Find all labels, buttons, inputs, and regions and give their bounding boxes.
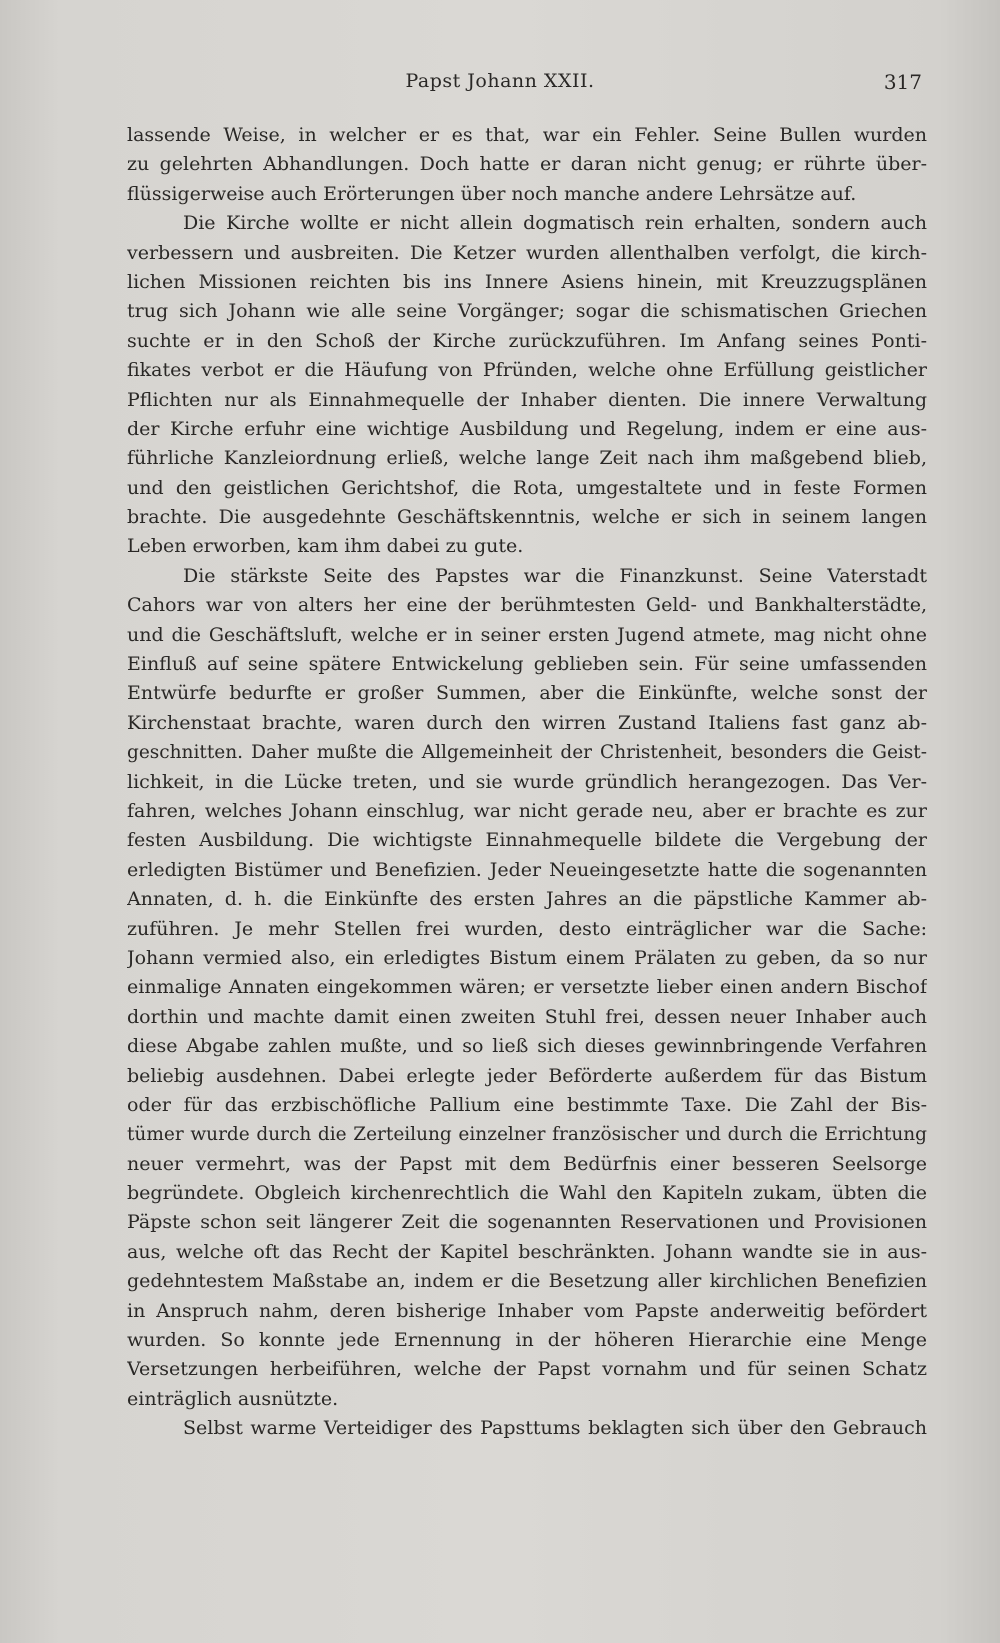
- running-title: Papst Johann XXII.: [405, 70, 595, 92]
- text-line: verbessern und ausbreiten. Die Ketzer wurden allenthalben verfolgt, die kirch-: [127, 241, 927, 264]
- text-line: Entwürfe bedurfte er großer Summen, aber die Einkünfte, welche sonst der: [127, 682, 927, 705]
- text-line: fahren, welches Johann einschlug, war nicht gerade neu, aber er brachte es zur: [127, 799, 927, 822]
- text-line: Selbst warme Verteidiger des Papsttums beklagten sich über den Gebrauch: [183, 1417, 927, 1440]
- text-line: geschnitten. Daher mußte die Allgemeinheit der Christenheit, besonders die Geist-: [127, 742, 927, 764]
- text-line: zuführen. Je mehr Stellen frei wurden, desto einträglicher war die Sache:: [127, 917, 927, 940]
- text-line: Annaten, d. h. die Einkünfte des ersten Jahres an die päpstliche Kammer ab-: [127, 888, 927, 911]
- text-line: trug sich Johann wie alle seine Vorgänger; sogar die schismatischen Griechen: [127, 300, 927, 323]
- text-line: Cahors war von alters her eine der berühmtesten Geld- und Bankhalterstädte,: [127, 594, 927, 617]
- text-line: Die stärkste Seite des Papstes war die Finanzkunst. Seine Vaterstadt: [183, 564, 927, 587]
- text-line: Päpste schon seit längerer Zeit die sogenannten Reservationen und Provisionen: [127, 1211, 927, 1234]
- text-line: Johann vermied also, ein erledigtes Bistum einem Prälaten zu geben, da so nur: [127, 946, 927, 969]
- text-line: erledigten Bistümer und Benefizien. Jeder Neueingesetzte hatte die sogenannten: [127, 858, 927, 881]
- text-line: wurden. So konnte jede Ernennung in der höheren Hierarchie eine Menge: [127, 1329, 927, 1352]
- text-line: zu gelehrten Abhandlungen. Doch hatte er daran nicht genug; er rührte über-: [127, 153, 927, 176]
- text-line: und den geistlichen Gerichtshof, die Rota, umgestaltete und in feste Formen: [127, 476, 927, 499]
- text-line: einmalige Annaten eingekommen wären; er versetzte lieber einen andern Bischof: [127, 976, 927, 999]
- text-line: lassende Weise, in welcher er es that, war ein Fehler. Seine Bullen wurden: [127, 124, 927, 146]
- page-number: 317: [883, 70, 922, 94]
- body-text: [127, 121, 927, 1444]
- text-line: neuer vermehrt, was der Papst mit dem Bedürfnis einer besseren Seelsorge: [127, 1152, 927, 1175]
- text-line: aus, welche oft das Recht der Kapitel beschränkten. Johann wandte sie in aus-: [127, 1240, 927, 1263]
- text-line: Einfluß auf seine spätere Entwickelung geblieben sein. Für seine umfassenden: [127, 653, 927, 676]
- text-line: Leben erworben, kam ihm dabei zu gute.: [127, 535, 524, 558]
- text-line: Versetzungen herbeiführen, welche der Papst vornahm und für seinen Schatz: [127, 1358, 927, 1381]
- text-line: diese Abgabe zahlen mußte, und so ließ sich dieses gewinnbringende Verfahren: [127, 1035, 927, 1058]
- text-line: und die Geschäftsluft, welche er in seiner ersten Jugend atmete, mag nicht ohne: [127, 623, 927, 646]
- text-line: fikates verbot er die Häufung von Pfründen, welche ohne Erfüllung geistlicher: [127, 359, 927, 382]
- page-header: [0, 70, 1000, 100]
- text-line: festen Ausbildung. Die wichtigste Einnahmequelle bildete die Vergebung der: [127, 829, 927, 852]
- text-line: beliebig ausdehnen. Dabei erlegte jeder Beförderte außerdem für das Bistum: [127, 1064, 927, 1087]
- text-line: lichkeit, in die Lücke treten, und sie wurde gründlich herangezogen. Das Ver-: [127, 770, 927, 793]
- text-line: in Anspruch nahm, deren bisherige Inhaber vom Papste anderweitig befördert: [127, 1299, 927, 1322]
- text-line: gedehntestem Maßstabe an, indem er die Besetzung aller kirchlichen Benefizien: [127, 1270, 927, 1293]
- text-line: Pflichten nur als Einnahmequelle der Inhaber dienten. Die innere Verwaltung: [127, 388, 927, 411]
- text-line: brachte. Die ausgedehnte Geschäftskenntnis, welche er sich in seinem langen: [127, 506, 927, 529]
- text-line: oder für das erzbischöfliche Pallium eine bestimmte Taxe. Die Zahl der Bis-: [127, 1093, 927, 1116]
- text-line: Kirchenstaat brachte, waren durch den wirren Zustand Italiens fast ganz ab-: [127, 711, 927, 734]
- text-line: suchte er in den Schoß der Kirche zurückzuführen. Im Anfang seines Ponti-: [127, 329, 927, 352]
- text-line: einträglich ausnützte.: [127, 1387, 339, 1410]
- text-line: begründete. Obgleich kirchenrechtlich die Wahl den Kapiteln zukam, übten die: [127, 1182, 927, 1205]
- text-line: lichen Missionen reichten bis ins Innere Asiens hinein, mit Kreuzzugsplänen: [127, 270, 927, 293]
- text-line: tümer wurde durch die Zerteilung einzelner französischer und durch die Errichtung: [127, 1124, 927, 1146]
- text-line: Die Kirche wollte er nicht allein dogmatisch rein erhalten, sondern auch: [183, 212, 927, 235]
- text-line: flüssigerweise auch Erörterungen über noch manche andere Lehrsätze auf.: [127, 182, 857, 205]
- text-line: der Kirche erfuhr eine wichtige Ausbildung und Regelung, indem er eine aus-: [127, 417, 927, 440]
- text-line: führliche Kanzleiordnung erließ, welche lange Zeit nach ihm maßgebend blieb,: [127, 447, 927, 470]
- text-line: dorthin und machte damit einen zweiten Stuhl frei, dessen neuer Inhaber auch: [127, 1005, 927, 1028]
